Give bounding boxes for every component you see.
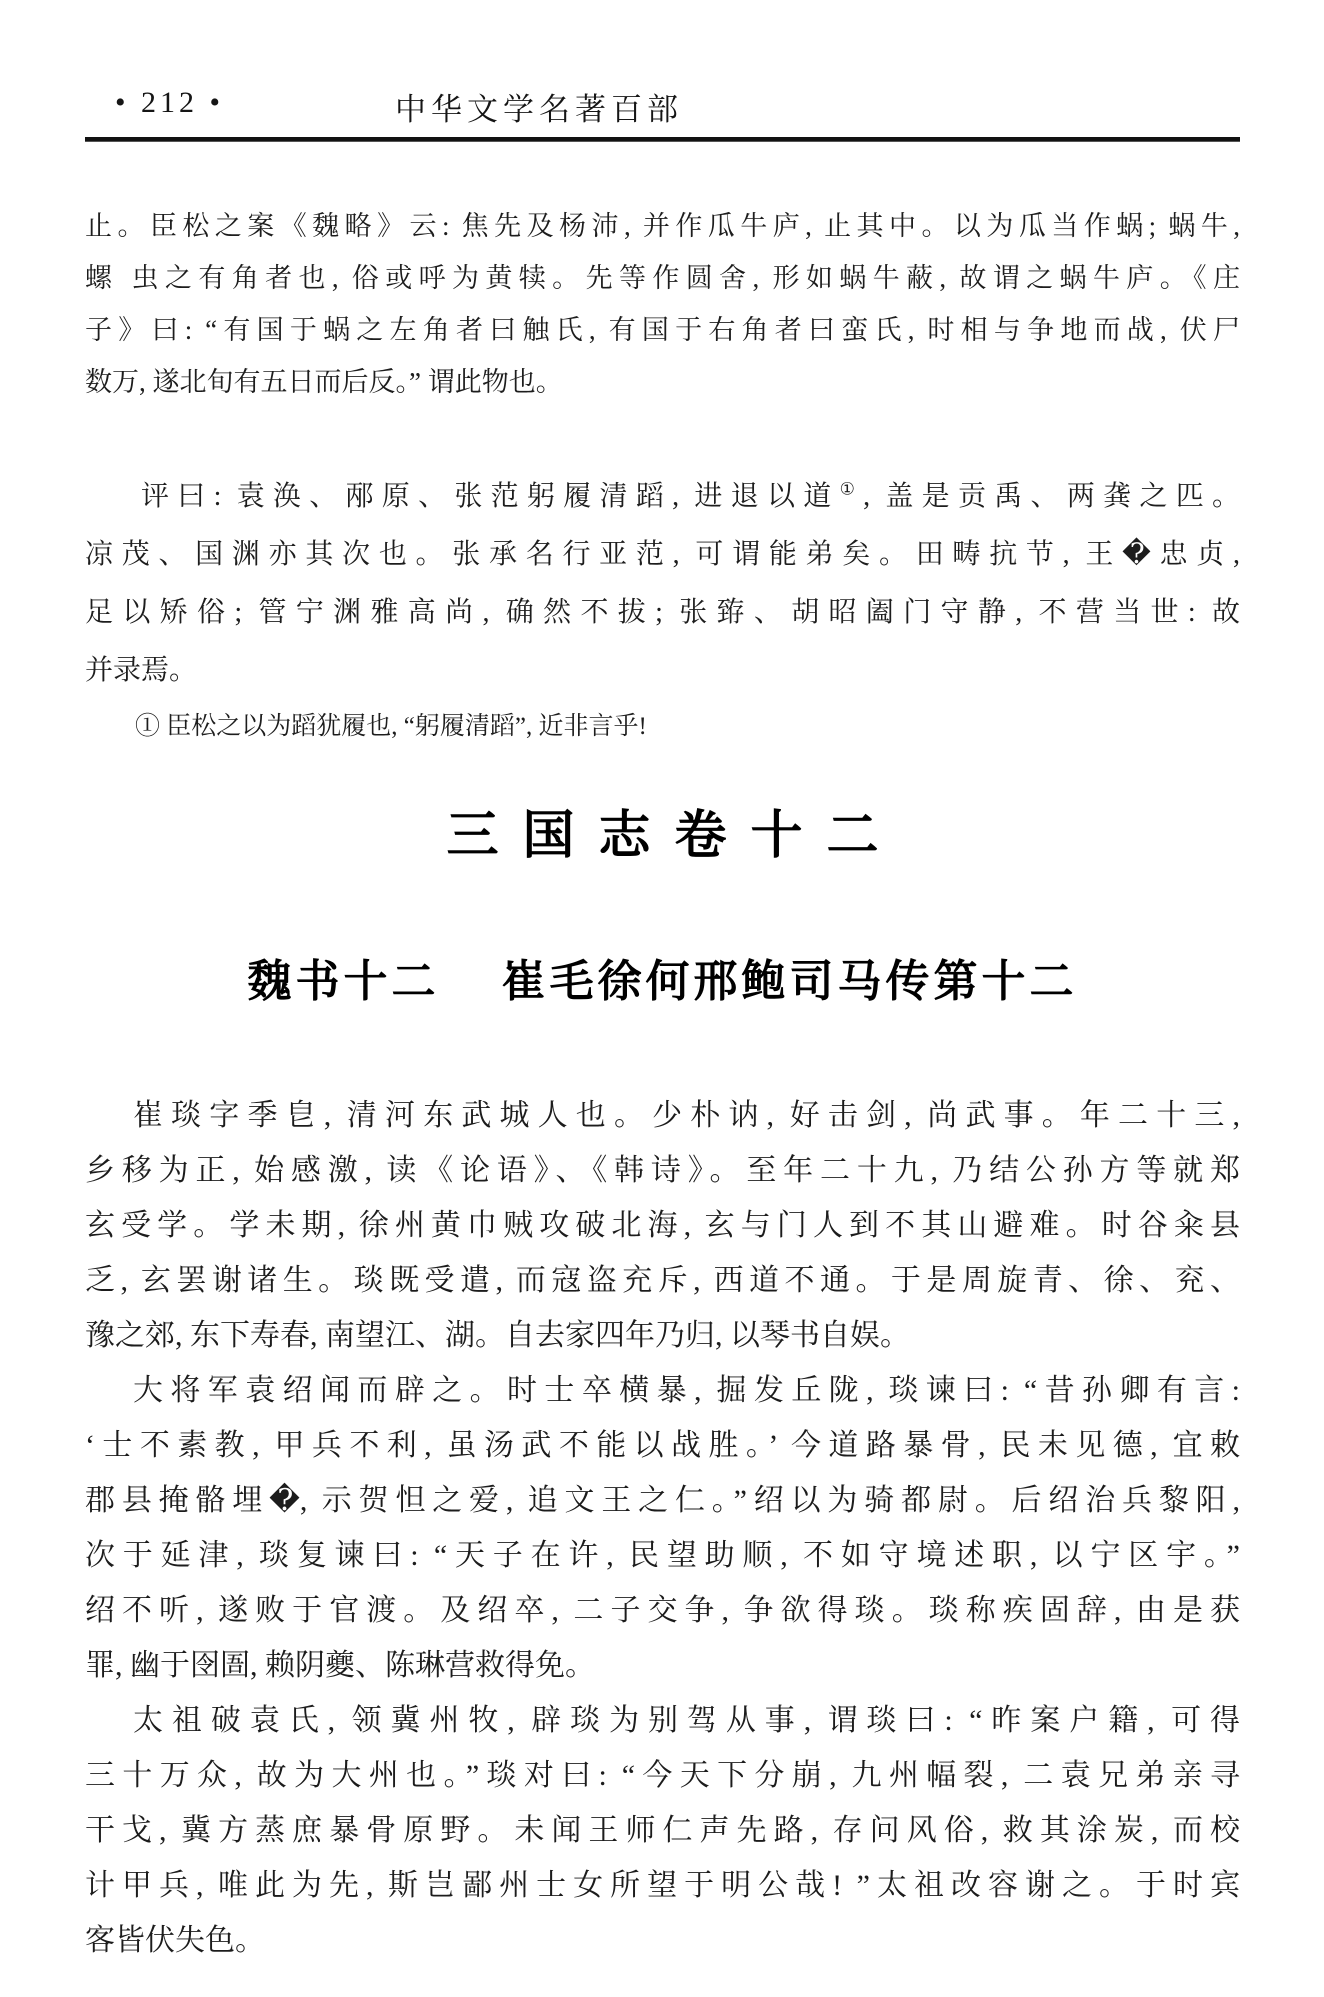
body-line: 崔琰字季皀, 清河东武城人也。少朴讷, 好击剑, 尚武事。年二十三,: [133, 1099, 1240, 1132]
commentary-line: 凉茂、国渊亦其次也。张承名行亚范, 可谓能弟矣。田畴抗节, 王�忠贞,: [85, 539, 1240, 570]
body-line: 太祖破袁氏, 领冀州牧, 辟琰为别驾从事, 谓琰曰: “昨案户籍, 可得: [133, 1704, 1240, 1737]
body-line: 玄受学。学未期, 徐州黄巾贼攻破北海, 玄与门人到不其山避难。时谷籴县: [85, 1209, 1240, 1242]
annotation-line: 螺 虫之有角者也, 俗或呼为黄犊。先等作圆舍, 形如蜗牛蔽, 故谓之蜗牛庐。《庄: [85, 263, 1240, 293]
footnote-ref-mark: ①: [839, 479, 864, 499]
body-line: 客皆伏失色。: [85, 1924, 265, 1957]
main-text: [85, 1088, 1240, 1968]
annotation-line: 数万, 遂北旬有五日而后反。” 谓此物也。: [85, 367, 563, 397]
paragraph: [85, 1088, 1240, 1363]
body-line: 豫之郊, 东下寿春, 南望江、湖。自去家四年乃归, 以琴书自娱。: [85, 1319, 910, 1352]
body-line: 计甲兵, 唯此为先, 斯岂鄙州士女所望于明公哉! ”太祖改容谢之。于时宾: [85, 1869, 1240, 1902]
header-rule: [85, 137, 1240, 142]
commentary-line: 足以矫俗; 管宁渊雅高尚, 确然不拔; 张臶、胡昭阖门守静, 不营当世: 故: [85, 597, 1240, 628]
body-line: 郡县掩骼埋�, 示贺怛之爱, 追文王之仁。”绍以为骑都尉。后绍治兵黎阳,: [85, 1484, 1240, 1517]
body-line: 乏, 玄罢谢诸生。琰既受遣, 而寇盗充斥, 西道不通。于是周旋青、徐、兖、: [85, 1264, 1240, 1297]
book-series-title: 中华文学名著百部: [395, 92, 683, 127]
body-line: 乡移为正, 始感激, 读《论语》、《韩诗》。至年二十九, 乃结公孙方等就郑: [85, 1154, 1240, 1187]
running-header: [85, 0, 1240, 144]
paragraph: [85, 1363, 1240, 1693]
body-line: 三十万众, 故为大州也。”琰对曰: “今天下分崩, 九州幅裂, 二袁兄弟亲寻: [85, 1759, 1240, 1792]
body-line: 大将军袁绍闻而辟之。时士卒横暴, 掘发丘陇, 琰谏曰: “昔孙卿有言:: [133, 1374, 1240, 1407]
annotation-line: 止。臣松之案《魏略》云: 焦先及杨沛, 并作瓜牛庐, 止其中。以为瓜当作蜗; 蜗牛,: [85, 211, 1240, 241]
chapter-title: 三国志卷十二: [446, 807, 903, 865]
section-heading: [85, 952, 1240, 1012]
section-heading-biographies: 崔毛徐何邢鲍司马传第十二: [501, 957, 1078, 1006]
body-line: 干戈, 冀方蒸庶暴骨原野。未闻王师仁声先路, 存问风俗, 救其涂炭, 而校: [85, 1814, 1240, 1847]
commentary-line: 并录焉。: [85, 655, 198, 686]
body-line: 绍不听, 遂败于官渡。及绍卒, 二子交争, 争欲得琰。琰称疾固辞, 由是获: [85, 1594, 1240, 1627]
section-heading-book: 魏书十二: [247, 957, 440, 1006]
page-number: • 212 •: [115, 86, 225, 119]
commentary-line: [85, 468, 1240, 526]
footnote-note: ① 臣松之以为蹈犹履也, “躬履清蹈”, 近非言乎!: [135, 713, 647, 740]
commentary-text: 评曰: 袁涣、邴原、张范躬履清蹈, 进退以道: [141, 481, 840, 512]
annotation-block: [85, 200, 1240, 408]
commentary-text: , 盖是贡禹、两龚之匹。: [863, 481, 1240, 512]
body-line: ‘士不素教, 甲兵不利, 虽汤武不能以战胜。’ 今道路暴骨, 民未见德, 宜敕: [85, 1429, 1240, 1462]
paragraph: [85, 1693, 1240, 1968]
body-line: 罪, 幽于囹圄, 赖阴夔、陈琳营救得免。: [85, 1649, 595, 1682]
body-line: 次于延津, 琰复谏曰: “天子在许, 民望助顺, 不如守境述职, 以宁区宇。”: [85, 1539, 1240, 1572]
commentary-block: [85, 468, 1240, 700]
annotation-line: 子》曰: “有国于蜗之左角者曰触氏, 有国于右角者曰蛮氏, 时相与争地而战, 伏尸: [85, 315, 1240, 345]
